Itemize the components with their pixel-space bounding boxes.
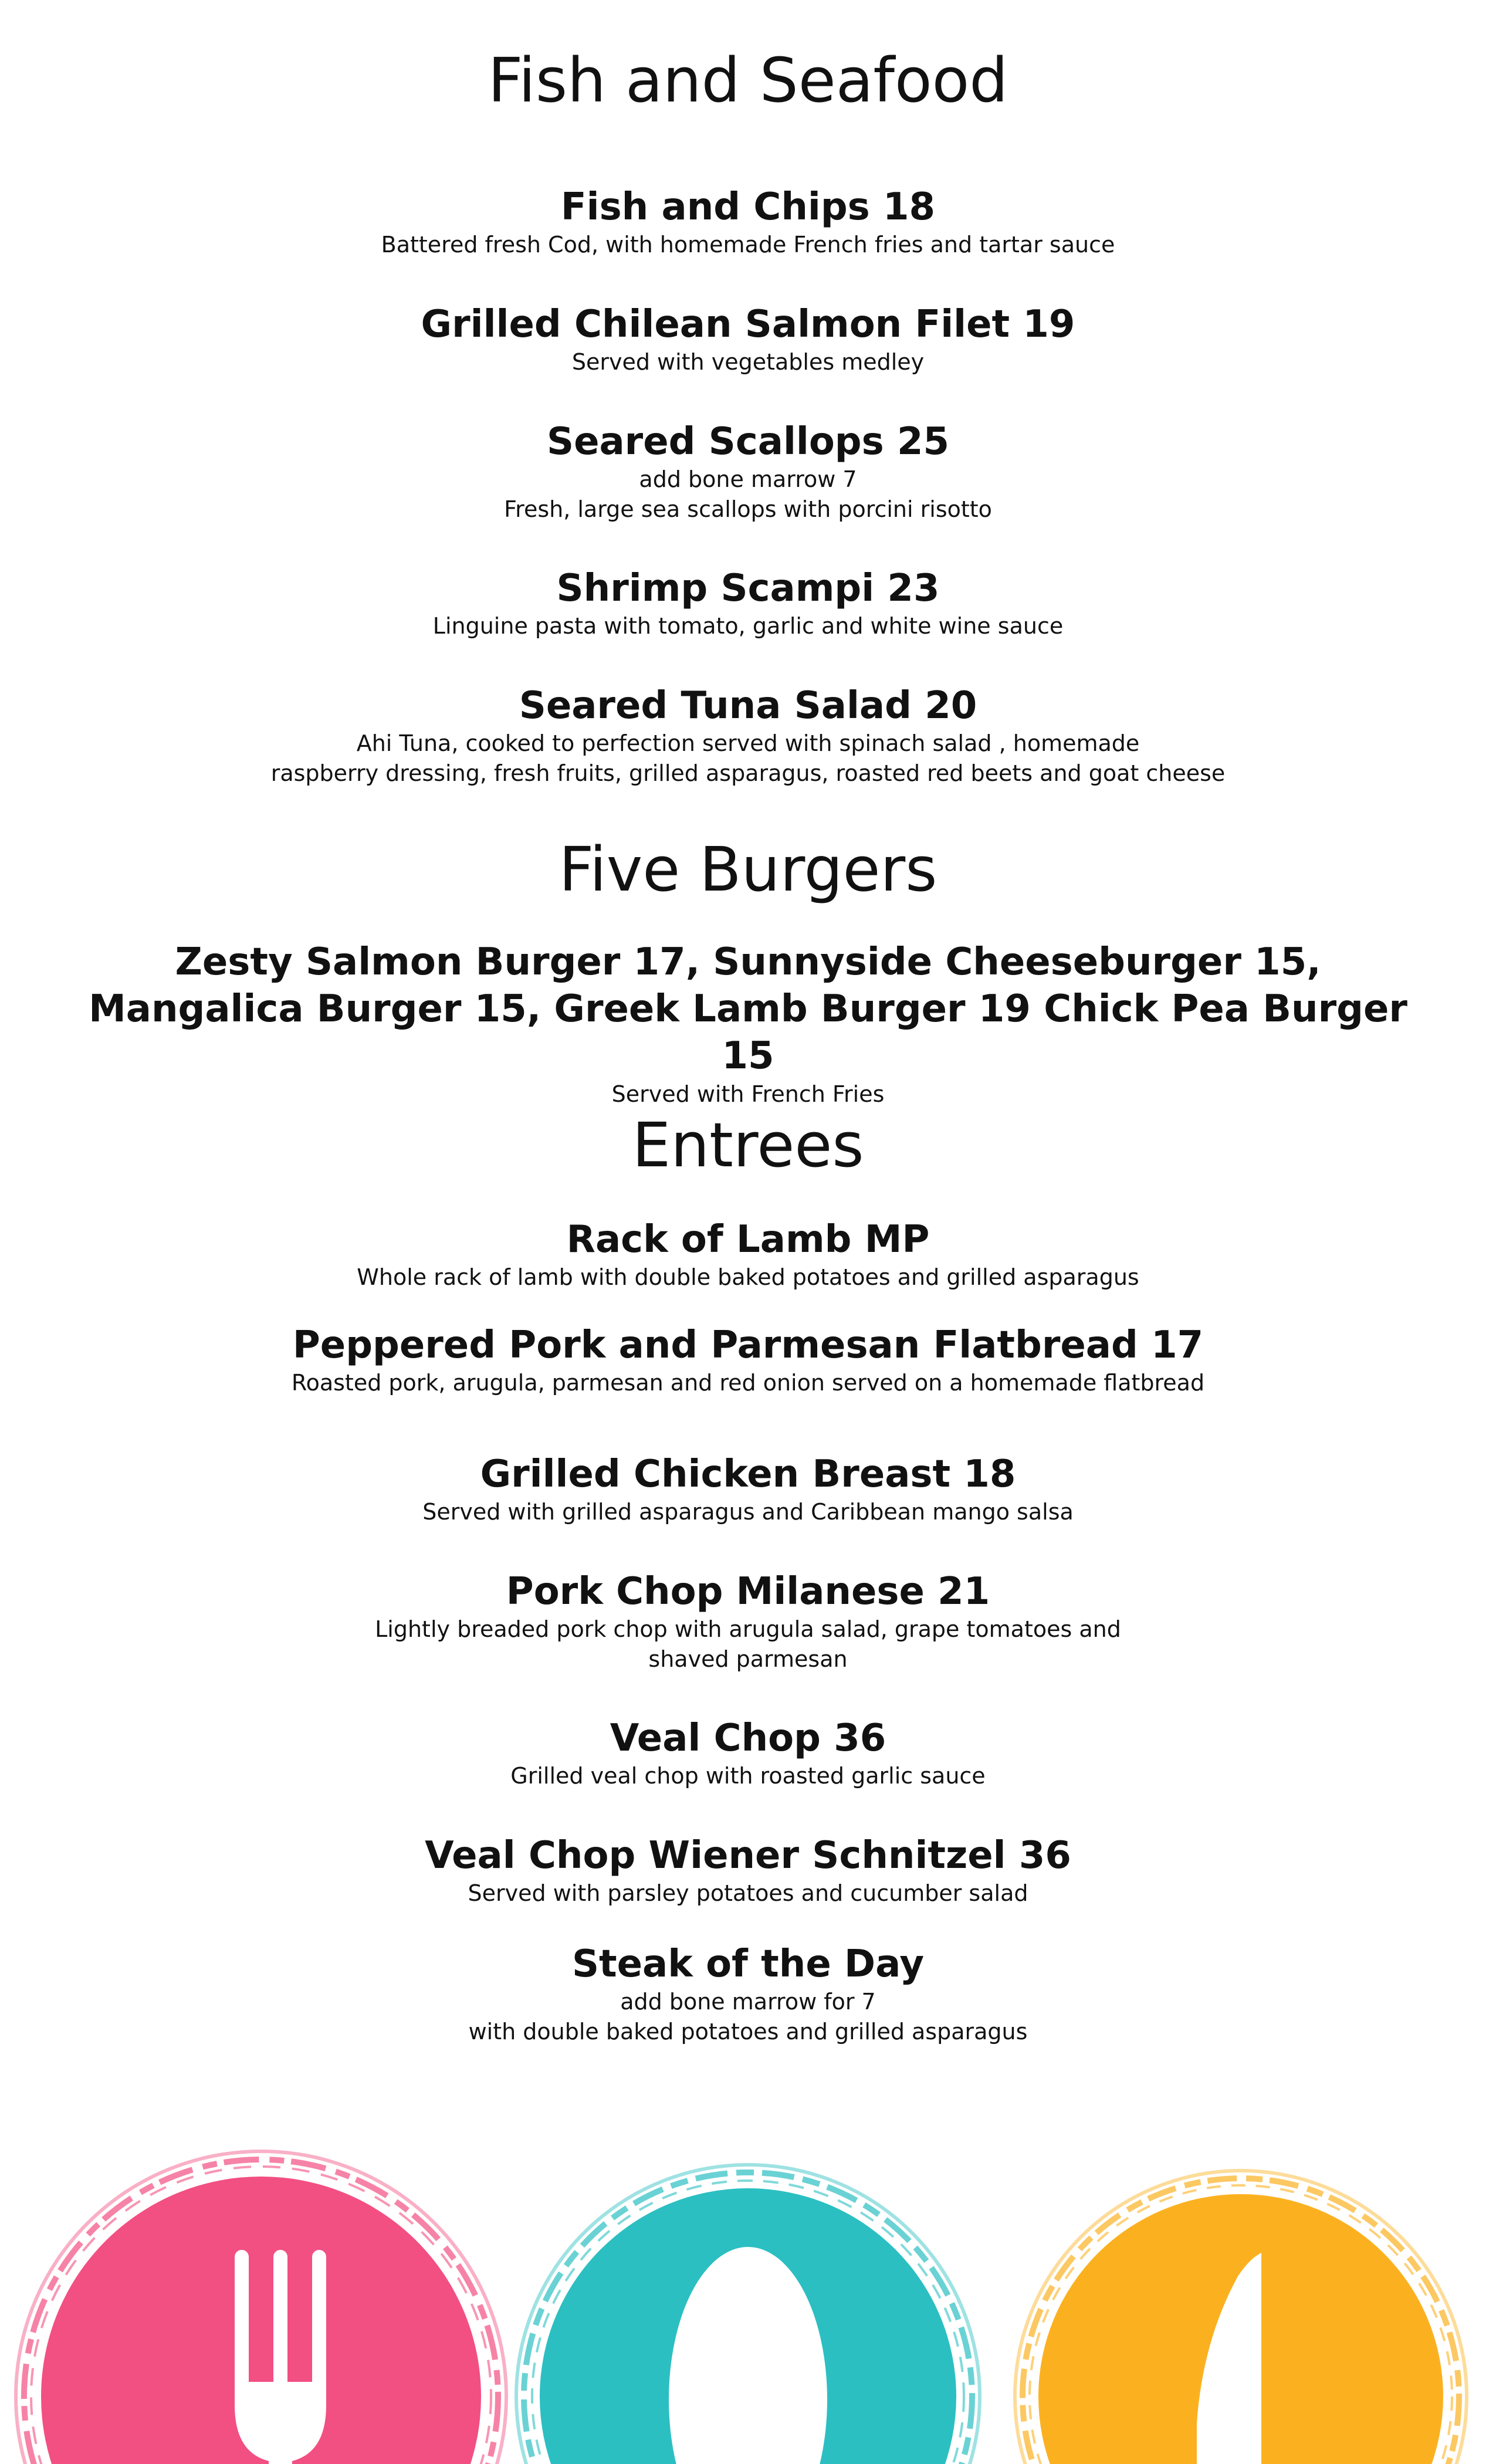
- menu-item-name: Veal Chop 36: [610, 1717, 886, 1760]
- menu-item: [59, 185, 1437, 260]
- menu-item: [59, 1217, 1437, 1292]
- menu-item-description: Served with grilled asparagus and Caribbean mango salsa: [422, 1498, 1074, 1525]
- burger-note: Served with French Fries: [611, 1081, 885, 1107]
- menu-item-name: Grilled Chilean Salmon Filet 19: [421, 303, 1075, 346]
- menu-item-description: shaved parmesan: [648, 1646, 848, 1673]
- menu-item-description: Battered fresh Cod, with homemade French fries and tartar sauce: [381, 231, 1115, 258]
- cutlery-plates: [0, 2147, 1496, 2464]
- menu-item-name: Grilled Chicken Breast 18: [480, 1453, 1016, 1496]
- menu-item: [59, 1452, 1437, 1527]
- menu-item: [59, 683, 1437, 788]
- menu-item-name: Veal Chop Wiener Schnitzel 36: [425, 1834, 1071, 1877]
- menu-item: [59, 302, 1437, 377]
- menu-item: [59, 1942, 1437, 2047]
- menu-item-addon: add bone marrow for 7: [620, 1988, 876, 2015]
- menu-item: [59, 1569, 1437, 1674]
- burger-list-line: Mangalica Burger 15, Greek Lamb Burger 19 Chick Pea Burger 15: [89, 987, 1407, 1078]
- menu-item-name: Peppered Pork and Parmesan Flatbread 17: [292, 1324, 1204, 1367]
- menu-item-name: Seared Tuna Salad 20: [519, 684, 977, 727]
- menu-item-name: Pork Chop Milanese 21: [506, 1570, 990, 1613]
- menu-item-description: Whole rack of lamb with double baked potatoes and grilled asparagus: [357, 1264, 1139, 1290]
- menu-item-description: raspberry dressing, fresh fruits, grilled asparagus, roasted red beets and goat cheese: [270, 760, 1226, 787]
- menu-item: [59, 1716, 1437, 1791]
- cutlery-decoration: [0, 2147, 1496, 2464]
- menu-item: [59, 1323, 1437, 1398]
- menu-item-description: Roasted pork, arugula, parmesan and red onion served on a homemade flatbread: [291, 1369, 1205, 1396]
- menu-item: [59, 419, 1437, 524]
- menu-item-description: Linguine pasta with tomato, garlic and white wine sauce: [432, 612, 1064, 639]
- menu-item: [59, 1833, 1437, 1908]
- burger-list-line: Zesty Salmon Burger 17, Sunnyside Cheeseburger 15,: [175, 940, 1321, 984]
- fork-icon: [235, 2250, 326, 2464]
- menu-item: [59, 566, 1437, 641]
- section-title-entrees: Entrees: [632, 1109, 864, 1181]
- menu-item-name: Seared Scallops 25: [546, 420, 950, 463]
- menu-item-description: with double baked potatoes and grilled asparagus: [468, 2019, 1028, 2045]
- menu-item-description: Lightly breaded pork chop with arugula salad, grape tomatoes and: [375, 1616, 1121, 1642]
- burger-list: [59, 939, 1437, 1109]
- menu-item-description: Ahi Tuna, cooked to perfection served with spinach salad , homemade: [356, 730, 1140, 756]
- menu-item-name: Fish and Chips 18: [560, 185, 936, 229]
- menu-item-addon: add bone marrow 7: [639, 466, 857, 492]
- menu-item-description: Fresh, large sea scallops with porcini risotto: [504, 496, 992, 523]
- menu-item-description: Served with vegetables medley: [571, 348, 925, 375]
- menu-item-description: Grilled veal chop with roasted garlic sauce: [510, 1762, 986, 1789]
- section-title-burgers: Five Burgers: [559, 834, 937, 905]
- menu-item-name: Rack of Lamb MP: [566, 1218, 930, 1261]
- section-title-fish: Fish and Seafood: [488, 45, 1008, 116]
- menu-item-description: Served with parsley potatoes and cucumber salad: [468, 1880, 1028, 1906]
- menu-item-name: Shrimp Scampi 23: [556, 567, 940, 610]
- menu-item-name: Steak of the Day: [571, 1942, 925, 1986]
